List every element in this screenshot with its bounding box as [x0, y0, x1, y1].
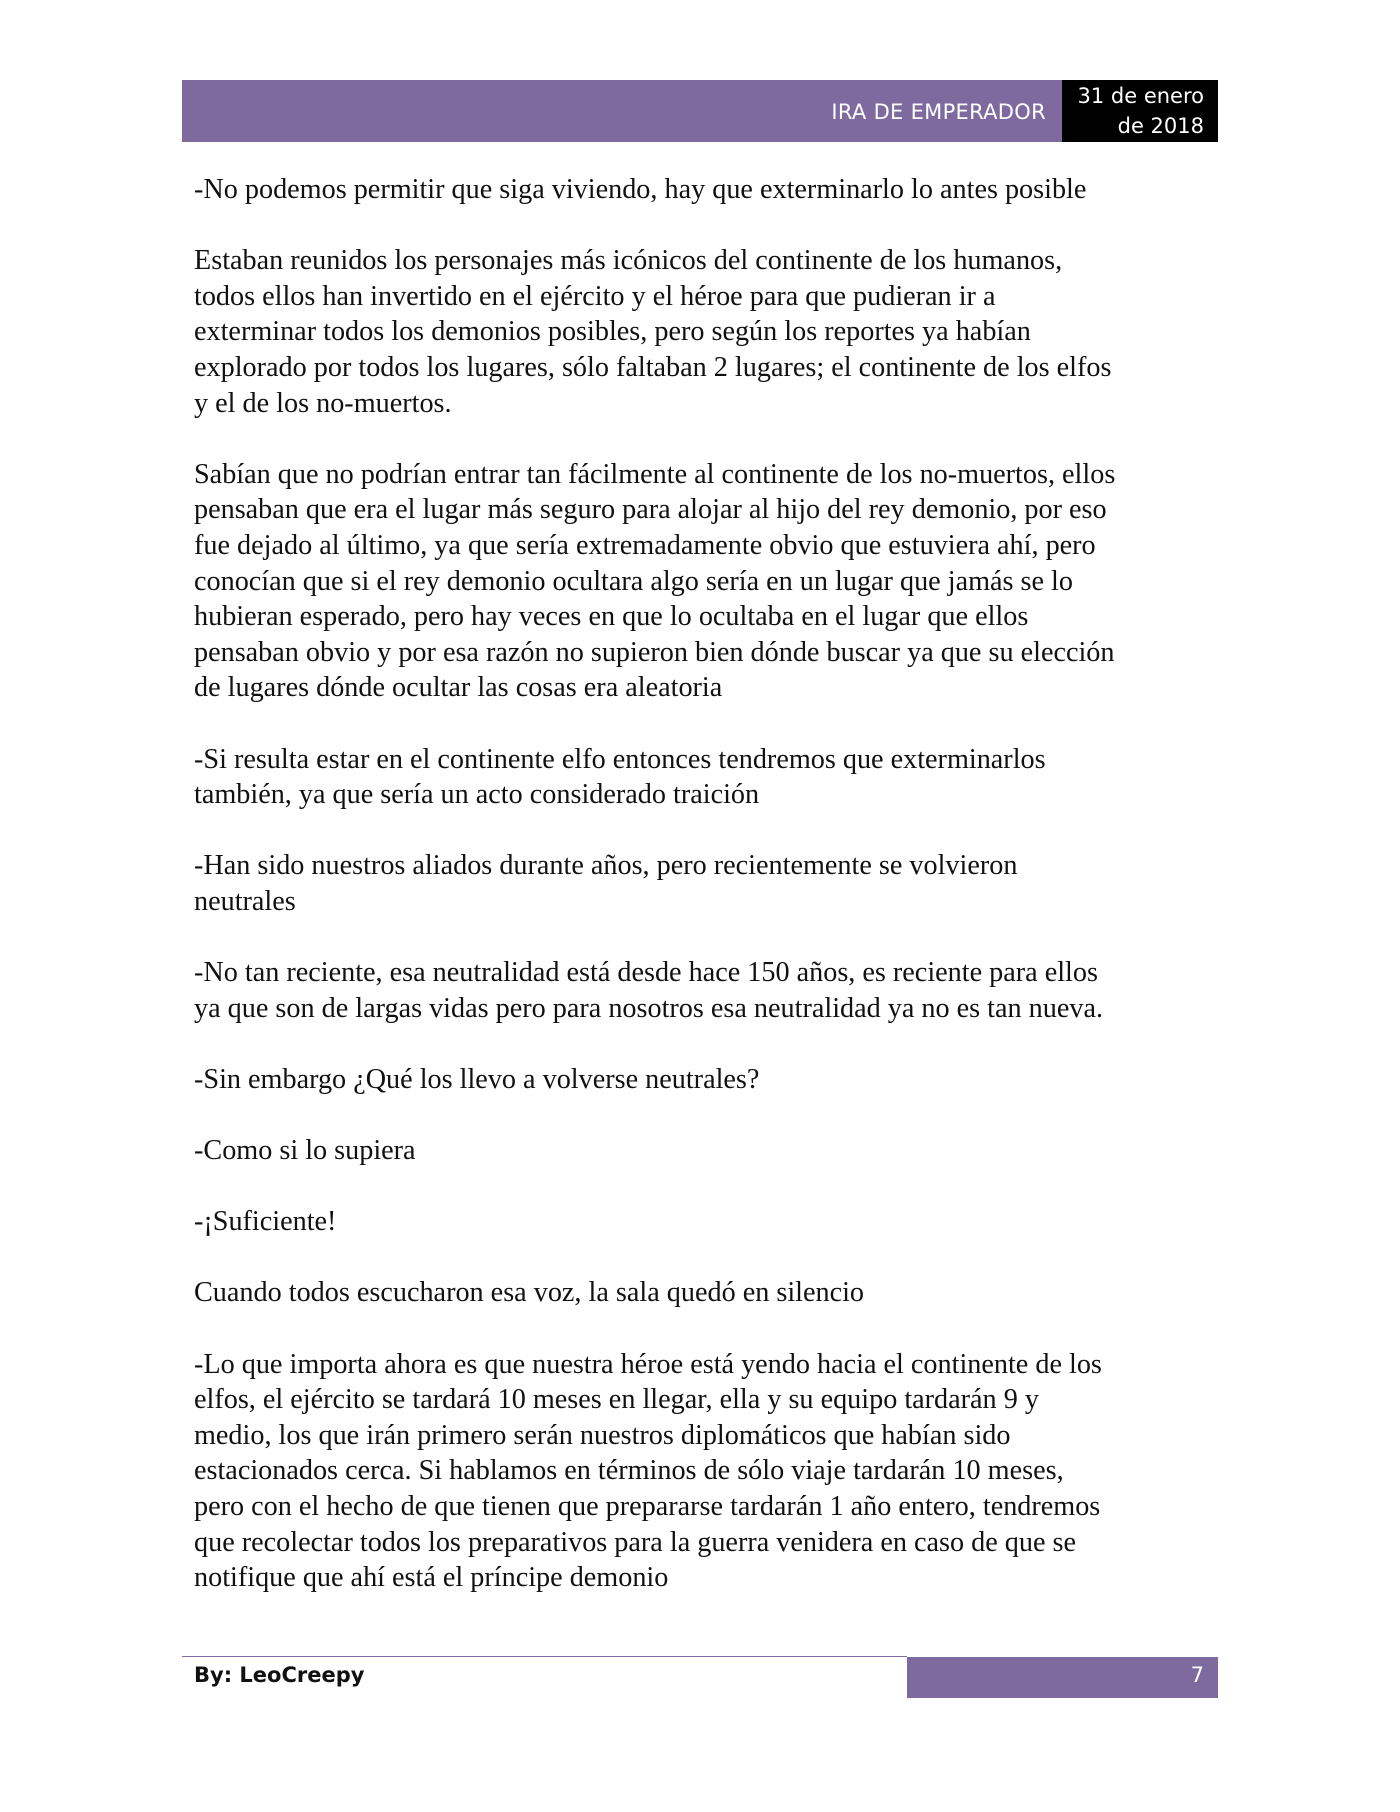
text-line: Sabían que no podrían entrar tan fácilmente al continente de los no-muertos, ellos [194, 458, 1116, 490]
text-line: explorado por todos los lugares, sólo faltaban 2 lugares; el continente de los elfos [194, 351, 1112, 383]
text-line: notifique que ahí está el príncipe demonio [194, 1562, 669, 1594]
paragraph [194, 1204, 1230, 1240]
paragraph [194, 243, 1230, 421]
text-line: de lugares dónde ocultar las cosas era aleatoria [194, 672, 723, 704]
text-line: elfos, el ejército se tardará 10 meses en llegar, ella y su equipo tardarán 9 y [194, 1384, 1039, 1416]
text-line: Cuando todos escucharon esa voz, la sala quedó en silencio [194, 1277, 865, 1309]
text-line: también, ya que sería un acto considerado traición [194, 779, 760, 811]
text-line: pensaban que era el lugar más seguro para alojar al hijo del rey demonio, por eso [194, 494, 1107, 526]
text-line: -No tan reciente, esa neutralidad está desde hace 150 años, es reciente para ellos [194, 957, 1098, 989]
text-line: -Si resulta estar en el continente elfo entonces tendremos que exterminarlos [194, 743, 1046, 775]
text-line: -Como si lo supiera [194, 1135, 416, 1167]
text-line: -¡Suficiente! [194, 1206, 337, 1238]
text-line: -Sin embargo ¿Qué los llevo a volverse neutrales? [194, 1063, 760, 1095]
text-line: y el de los no-muertos. [194, 387, 452, 419]
header-date [1062, 80, 1218, 142]
paragraph [194, 848, 1230, 919]
page-number: 7 [1190, 1663, 1204, 1687]
page-header [182, 80, 1218, 142]
text-line: -No podemos permitir que siga viviendo, hay que exterminarlo lo antes posible [194, 174, 1087, 205]
header-date-line-2: de 2018 [1117, 114, 1204, 138]
text-line: conocían que si el rey demonio ocultara algo sería en un lugar que jamás se lo [194, 565, 1073, 597]
text-line: pero con el hecho de que tienen que prepararse tardarán 1 año entero, tendremos [194, 1490, 1101, 1522]
body-text [194, 172, 1230, 1631]
paragraph [194, 172, 1230, 208]
paragraph [194, 955, 1230, 1026]
text-line: todos ellos han invertido en el ejército y el héroe para que pudieran ir a [194, 280, 996, 312]
paragraph [194, 1133, 1230, 1169]
paragraph [194, 1275, 1230, 1311]
paragraph [194, 1347, 1230, 1596]
text-line: estacionados cerca. Si hablamos en términos de sólo viaje tardarán 10 meses, [194, 1455, 1064, 1487]
text-line: -Lo que importa ahora es que nuestra héroe está yendo hacia el continente de los [194, 1348, 1102, 1380]
text-line: -Han sido nuestros aliados durante años, pero recientemente se volvieron [194, 850, 1018, 882]
footer-page-box [907, 1657, 1218, 1698]
header-title-bar [182, 80, 1062, 142]
book-title: IRA DE EMPERADOR [831, 100, 1046, 124]
text-line: Estaban reunidos los personajes más icónicos del continente de los humanos, [194, 245, 1063, 277]
text-line: exterminar todos los demonios posibles, pero según los reportes ya habían [194, 316, 1031, 348]
text-line: pensaban obvio y por esa razón no supieron bien dónde buscar ya que su elección [194, 636, 1115, 668]
text-line: ya que son de largas vidas pero para nosotros esa neutralidad ya no es tan nueva. [194, 992, 1104, 1024]
header-date-line-1: 31 de enero [1077, 84, 1204, 108]
paragraph [194, 742, 1230, 813]
text-line: neutrales [194, 885, 296, 917]
text-line: que recolectar todos los preparativos para la guerra venidera en caso de que se [194, 1526, 1077, 1558]
paragraph [194, 1062, 1230, 1098]
paragraph [194, 457, 1230, 706]
text-line: hubieran esperado, pero hay veces en que lo ocultaba en el lugar que ellos [194, 601, 1029, 633]
footer-divider [182, 1656, 907, 1657]
footer-author: By: LeoCreepy [194, 1663, 365, 1687]
text-line: medio, los que irán primero serán nuestros diplomáticos que habían sido [194, 1419, 1011, 1451]
text-line: fue dejado al último, ya que sería extremadamente obvio que estuviera ahí, pero [194, 529, 1096, 561]
